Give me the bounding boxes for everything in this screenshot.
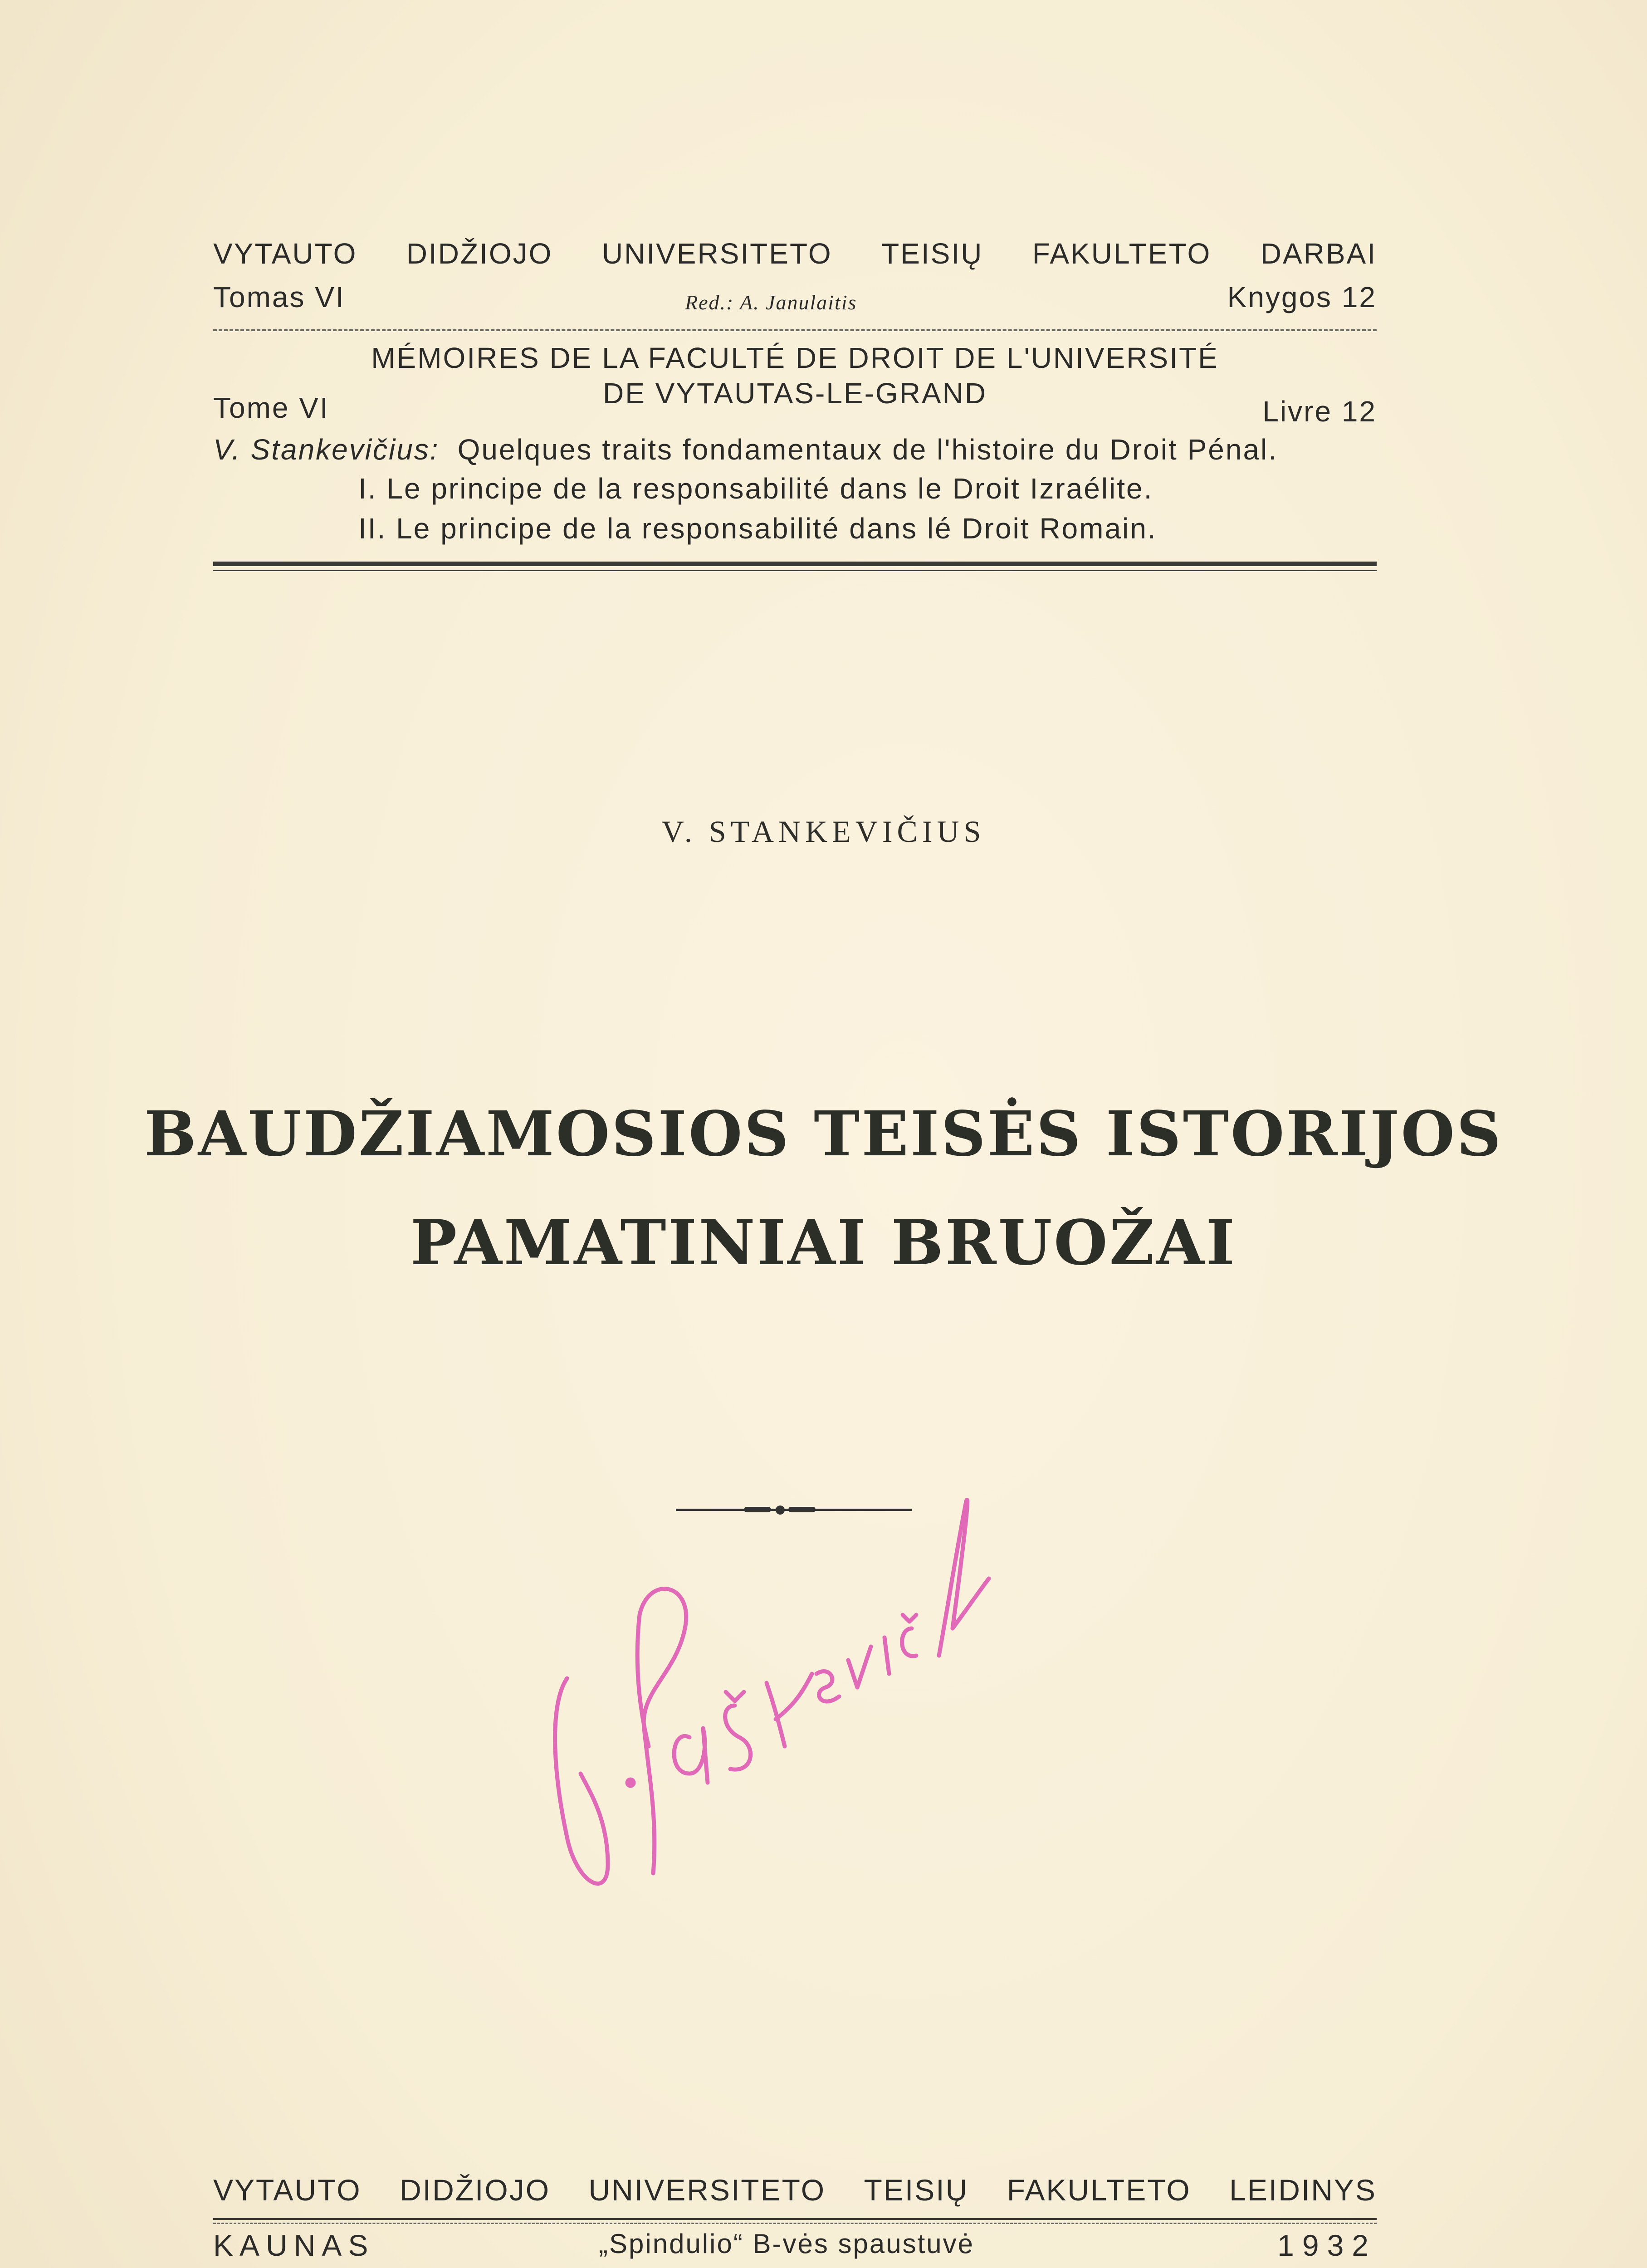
footer-rule [213, 2218, 1377, 2220]
signature [540, 1492, 1012, 1914]
editor-label: Red.: A. Janulaitis [685, 291, 857, 314]
contents-item: II. Le principe de la responsabilité dans lé Droit Romain. [358, 512, 1157, 545]
city: KAUNAS [213, 2229, 375, 2262]
series-word: TEISIŲ [881, 237, 983, 270]
series-line [213, 237, 1377, 270]
footer-rule-dashed [213, 2223, 1377, 2224]
publisher-word: VYTAUTO [213, 2173, 362, 2207]
publisher-word: FAKULTETO [1007, 2173, 1191, 2207]
publisher-word: UNIVERSITETO [588, 2173, 826, 2207]
contents-title: Quelques traits fondamentaux de l'histoire du Droit Pénal. [457, 433, 1278, 466]
book-title-line1: BAUDŽIAMOSIOS TEISĖS ISTORIJOS [144, 1098, 1503, 1170]
french-title-line2: DE VYTAUTAS-LE-GRAND [602, 377, 987, 410]
french-title-line1: MÉMOIRES DE LA FACULTÉ DE DROIT DE L'UNIVERSITÉ [371, 342, 1219, 374]
publisher-word: DIDŽIOJO [400, 2173, 551, 2207]
publisher-word: TEISIŲ [864, 2173, 969, 2207]
publisher-line [213, 2173, 1377, 2207]
series-word: UNIVERSITETO [601, 237, 832, 270]
contents-author: V. Stankevičius: [213, 433, 440, 466]
header-divider [213, 329, 1377, 331]
contents-item: I. Le principe de la responsabilité dans le Droit Izraélite. [358, 472, 1153, 505]
tome-label: Tome VI [213, 391, 329, 424]
header-bottom-rule-thin [213, 570, 1377, 571]
author-name: V. STANKEVIČIUS [661, 814, 986, 849]
volume-label: Tomas VI [213, 281, 345, 313]
header-bottom-rule [213, 562, 1377, 566]
contents-line [213, 433, 1377, 466]
book-label: Knygos 12 [1227, 281, 1377, 313]
series-word: DARBAI [1260, 237, 1377, 270]
book-title-line2: PAMATINIAI BRUOŽAI [410, 1207, 1237, 1279]
year: 1932 [1277, 2229, 1377, 2262]
series-word: FAKULTETO [1032, 237, 1212, 270]
printer: „Spindulio“ B-vės spaustuvė [599, 2229, 975, 2259]
livre-label: Livre 12 [1262, 395, 1377, 428]
series-word: VYTAUTO [213, 237, 357, 270]
publisher-word: LEIDINYS [1229, 2173, 1377, 2207]
series-word: DIDŽIOJO [406, 237, 553, 270]
